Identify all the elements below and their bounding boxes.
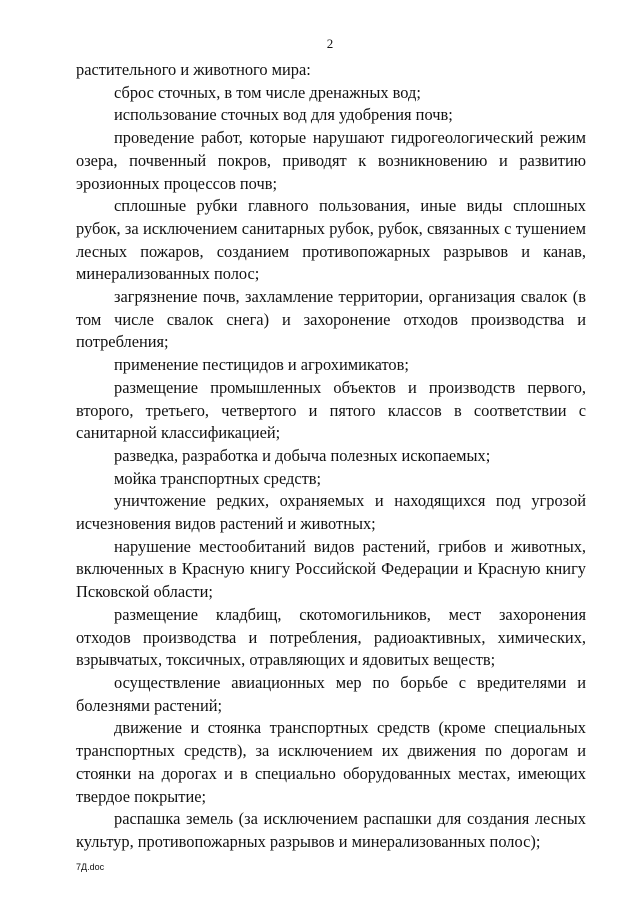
paragraph: мойка транспортных средств; <box>114 468 322 488</box>
footer-filename: 7Д.doc <box>76 862 105 872</box>
paragraph: сплошные рубки главного пользования, иные виды сплошных рубок, за исключением санитарных рубок, рубок, связанных с тушением лесных пожаров, созданием противопожарных разрывов и канав, минерализованных полос; <box>76 196 586 284</box>
paragraph: разведка, разработка и добыча полезных ископаемых; <box>114 445 491 465</box>
paragraph: растительного и животного мира: <box>76 60 311 79</box>
paragraph: размещение кладбищ, скотомогильников, мест захоронения отходов производства и потребления, радиоактивных, химических, взрывчатых, токсичных, отравляющих и ядовитых веществ; <box>76 604 586 670</box>
paragraph: распашка земель (за исключением распашки для создания лесных культур, противопожарных разрывов и минерализованных полос); <box>76 809 586 851</box>
paragraph: движение и стоянка транспортных средств (кроме специальных транспортных средств), за исключением их движения по дорогам и стоянки на дорогах и в специально оборудованных местах, имеющих твердое покрытие; <box>76 718 586 806</box>
paragraph: нарушение местообитаний видов растений, грибов и животных, включенных в Красную книгу Российской Федерации и Красную книгу Псковской области; <box>76 536 586 602</box>
paragraph: уничтожение редких, охраняемых и находящихся под угрозой исчезновения видов растений и животных; <box>76 491 586 534</box>
paragraph: применение пестицидов и агрохимикатов; <box>114 355 409 375</box>
paragraph: сброс сточных, в том числе дренажных вод; <box>114 82 421 102</box>
paragraph: проведение работ, которые нарушают гидрогеологический режим озера, почвенный покров, приводят к возникновению и развитию эрозионных процессов почв; <box>76 128 586 193</box>
page-number: 2 <box>326 36 334 51</box>
paragraph: загрязнение почв, захламление территории, организация свалок (в том числе свалок снега) и захоронение отходов производства и потребления; <box>76 287 586 352</box>
paragraph: размещение промышленных объектов и производств первого, второго, третьего, четвертого и пятого классов в соответствии с санитарной классификацией; <box>76 377 586 443</box>
paragraph: осуществление авиационных мер по борьбе с вредителями и болезнями растений; <box>76 672 586 715</box>
document-body <box>76 59 586 854</box>
paragraph: использование сточных вод для удобрения почв; <box>114 105 453 125</box>
